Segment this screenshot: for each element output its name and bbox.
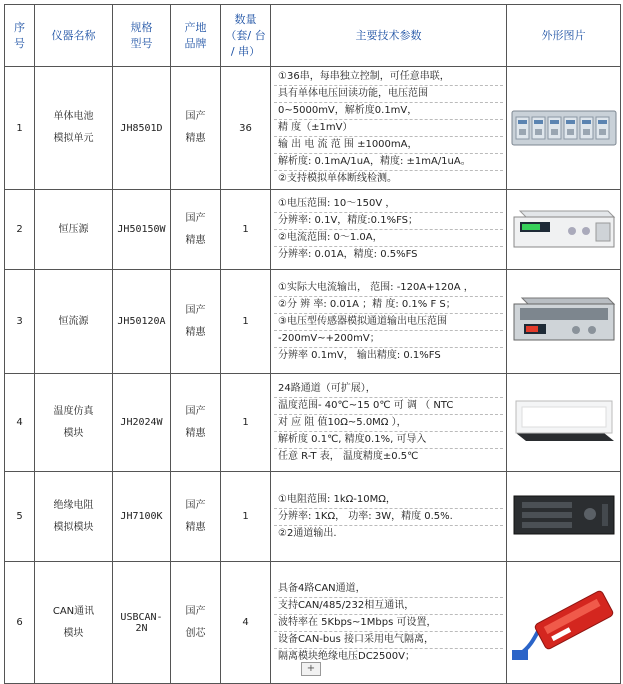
model-number: JH50150W: [117, 224, 166, 235]
param-line: 分辨率: 0.01A，精度: 0.5%FS: [278, 249, 418, 260]
param-line: ①电压范围: 10～150V ，: [274, 196, 503, 213]
param-line: ①36串，每串独立控制，可任意串联，: [274, 69, 503, 86]
current-source-image: [512, 294, 616, 349]
table-row: [5, 67, 621, 190]
param-line: 设备CAN-bus 接口采用电气隔离，: [274, 632, 503, 649]
instrument-name: 温度仿真: [53, 405, 94, 417]
row-number: 5: [16, 511, 23, 522]
row-number: 4: [16, 417, 23, 428]
cell-name: [35, 270, 113, 374]
cell-brand: [171, 374, 221, 472]
brand-text: 国产: [185, 605, 206, 617]
cell-model: [113, 472, 171, 562]
spec-table: [4, 4, 621, 684]
param-line: 0~5000mV，解析度0.1mV，: [274, 103, 503, 120]
brand-text: 精惠: [185, 234, 206, 246]
cell-model: [113, 190, 171, 270]
table-row: [5, 472, 621, 562]
cell-model: [113, 67, 171, 190]
param-line: ②电流范围: 0～1.0A，: [274, 230, 503, 247]
param-line: ①实际大电流输出， 范围: -120A+120A ，: [274, 280, 503, 297]
cell-image: [507, 562, 621, 684]
cell-model: [113, 562, 171, 684]
cell-no: [5, 374, 35, 472]
cell-name: [35, 190, 113, 270]
battery-simulator-image: [510, 105, 618, 152]
temperature-module-image: [512, 395, 616, 450]
cell-params: [271, 270, 507, 374]
param-line: 解析度: 0.1mA/1uA，精度: ±1mA/1uA。: [274, 154, 503, 171]
brand-text: 精惠: [185, 427, 206, 439]
cell-no: [5, 472, 35, 562]
param-line: ②2通道输出.: [278, 527, 337, 539]
brand-text: 国产: [185, 212, 206, 224]
cell-image: [507, 472, 621, 562]
cell-model: [113, 374, 171, 472]
model-number: JH7100K: [120, 511, 163, 522]
header-brand: 产地 品牌: [171, 5, 221, 67]
param-line: 分辨率: 0.1V，精度:0.1%FS；: [274, 213, 503, 230]
param-line: 分辨率 0.1mV， 输出精度: 0.1%FS: [278, 349, 441, 361]
param-line: 解析度 0.1℃, 精度0.1%, 可导入: [274, 432, 503, 449]
cell-no: [5, 562, 35, 684]
param-line: 具备4路CAN通道，: [274, 581, 503, 598]
param-line: 具有单体电压回读功能，电压范围: [274, 86, 503, 103]
quantity: 1: [242, 511, 249, 522]
cell-qty: [221, 472, 271, 562]
insulation-module-image: [512, 490, 616, 543]
param-line: 支持CAN/485/232相互通讯，: [274, 598, 503, 615]
row-number: 3: [16, 316, 23, 327]
brand-text: 精惠: [185, 133, 206, 144]
brand-text: 精惠: [185, 326, 206, 338]
header-row: [5, 5, 621, 67]
cell-name: [35, 374, 113, 472]
header-name: 仪器名称: [35, 5, 113, 67]
param-line: 波特率在 5Kbps~1Mbps 可设置，: [274, 615, 503, 632]
cell-image: [507, 270, 621, 374]
table-row: [5, 270, 621, 374]
cell-image: [507, 374, 621, 472]
cell-name: [35, 472, 113, 562]
quantity: 4: [242, 617, 249, 628]
param-line: 任意 R-T 表， 温度精度±0.5℃: [278, 450, 419, 462]
model-number: JH2024W: [120, 417, 163, 428]
param-line: 24路通道（可扩展），: [274, 381, 503, 398]
cell-image: [507, 67, 621, 190]
brand-text: 精惠: [185, 521, 206, 533]
param-line: 隔离模块绝缘电压DC2500V；: [278, 650, 415, 662]
header-model: 规格 型号: [113, 5, 171, 67]
param-line: 温度范围- 40℃~15 0℃ 可 调 （ NTC: [274, 398, 503, 415]
cell-brand: [171, 270, 221, 374]
quantity: 1: [242, 316, 249, 327]
row-number: 6: [16, 617, 23, 628]
model-number: JH8501D: [120, 122, 163, 134]
brand-text: 国产: [185, 111, 206, 122]
cell-brand: [171, 67, 221, 190]
brand-text: 国产: [185, 304, 206, 316]
header-qty: 数量 （套/ 台 / 串）: [221, 5, 271, 67]
param-line: 输 出 电 流 范 围 ±1000mA，: [274, 137, 503, 154]
cell-params: [271, 374, 507, 472]
instrument-name: 恒压源: [58, 223, 89, 235]
add-row-button[interactable]: +: [301, 662, 321, 676]
instrument-name: 模拟模块: [53, 521, 94, 533]
param-line: ①电阻范围: 1kΩ-10MΩ，: [274, 492, 503, 509]
cell-name: [35, 67, 113, 190]
header-image: 外形图片: [507, 5, 621, 67]
param-line: 对 应 阻 值10Ω~5.0MΩ ），: [274, 415, 503, 432]
cell-params: [271, 190, 507, 270]
cell-no: [5, 67, 35, 190]
quantity: 1: [242, 417, 249, 428]
model-number: USBCAN-2N: [120, 611, 163, 634]
quantity: 1: [242, 224, 249, 235]
cell-params: [271, 67, 507, 190]
can-module-image: [510, 576, 618, 669]
model-number: JH50120A: [117, 316, 166, 327]
cell-qty: [221, 67, 271, 190]
row-number: 1: [16, 122, 23, 134]
param-line: -200mV~+200mV；: [274, 331, 503, 348]
cell-qty: [221, 374, 271, 472]
instrument-name: 模拟单元: [53, 133, 94, 144]
cell-name: [35, 562, 113, 684]
instrument-name: 绝缘电阻: [53, 499, 94, 511]
cell-brand: [171, 472, 221, 562]
table-row: [5, 374, 621, 472]
instrument-name: 模块: [63, 627, 84, 639]
cell-no: [5, 190, 35, 270]
voltage-source-image: [512, 205, 616, 254]
cell-brand: [171, 562, 221, 684]
instrument-name: CAN通讯: [52, 605, 95, 617]
cell-image: [507, 190, 621, 270]
cell-qty: [221, 270, 271, 374]
instrument-name: 单体电池: [53, 111, 94, 122]
row-number: 2: [16, 224, 23, 235]
cell-qty: [221, 562, 271, 684]
table-row: [5, 190, 621, 270]
cell-no: [5, 270, 35, 374]
brand-text: 创芯: [185, 627, 206, 639]
cell-brand: [171, 190, 221, 270]
instrument-name: 恒流源: [58, 315, 89, 327]
cell-params: [271, 472, 507, 562]
cell-qty: [221, 190, 271, 270]
param-line: 分辨率: 1KΩ， 功率: 3W，精度 0.5%.: [274, 509, 503, 526]
param-line: ②支持模拟单体断线检测。: [278, 173, 397, 184]
header-params: 主要技术参数: [271, 5, 507, 67]
brand-text: 国产: [185, 405, 206, 417]
param-line: 精 度（±1mV）: [274, 120, 503, 137]
param-line: ②分 辨 率: 0.01A ；精 度: 0.1% F S；: [274, 297, 503, 314]
cell-model: [113, 270, 171, 374]
header-no: 序 号: [5, 5, 35, 67]
instrument-name: 模块: [63, 427, 84, 439]
param-line: ③电压型传感器模拟通道输出电压范围: [274, 314, 503, 331]
brand-text: 国产: [185, 499, 206, 511]
quantity: 36: [239, 122, 252, 134]
